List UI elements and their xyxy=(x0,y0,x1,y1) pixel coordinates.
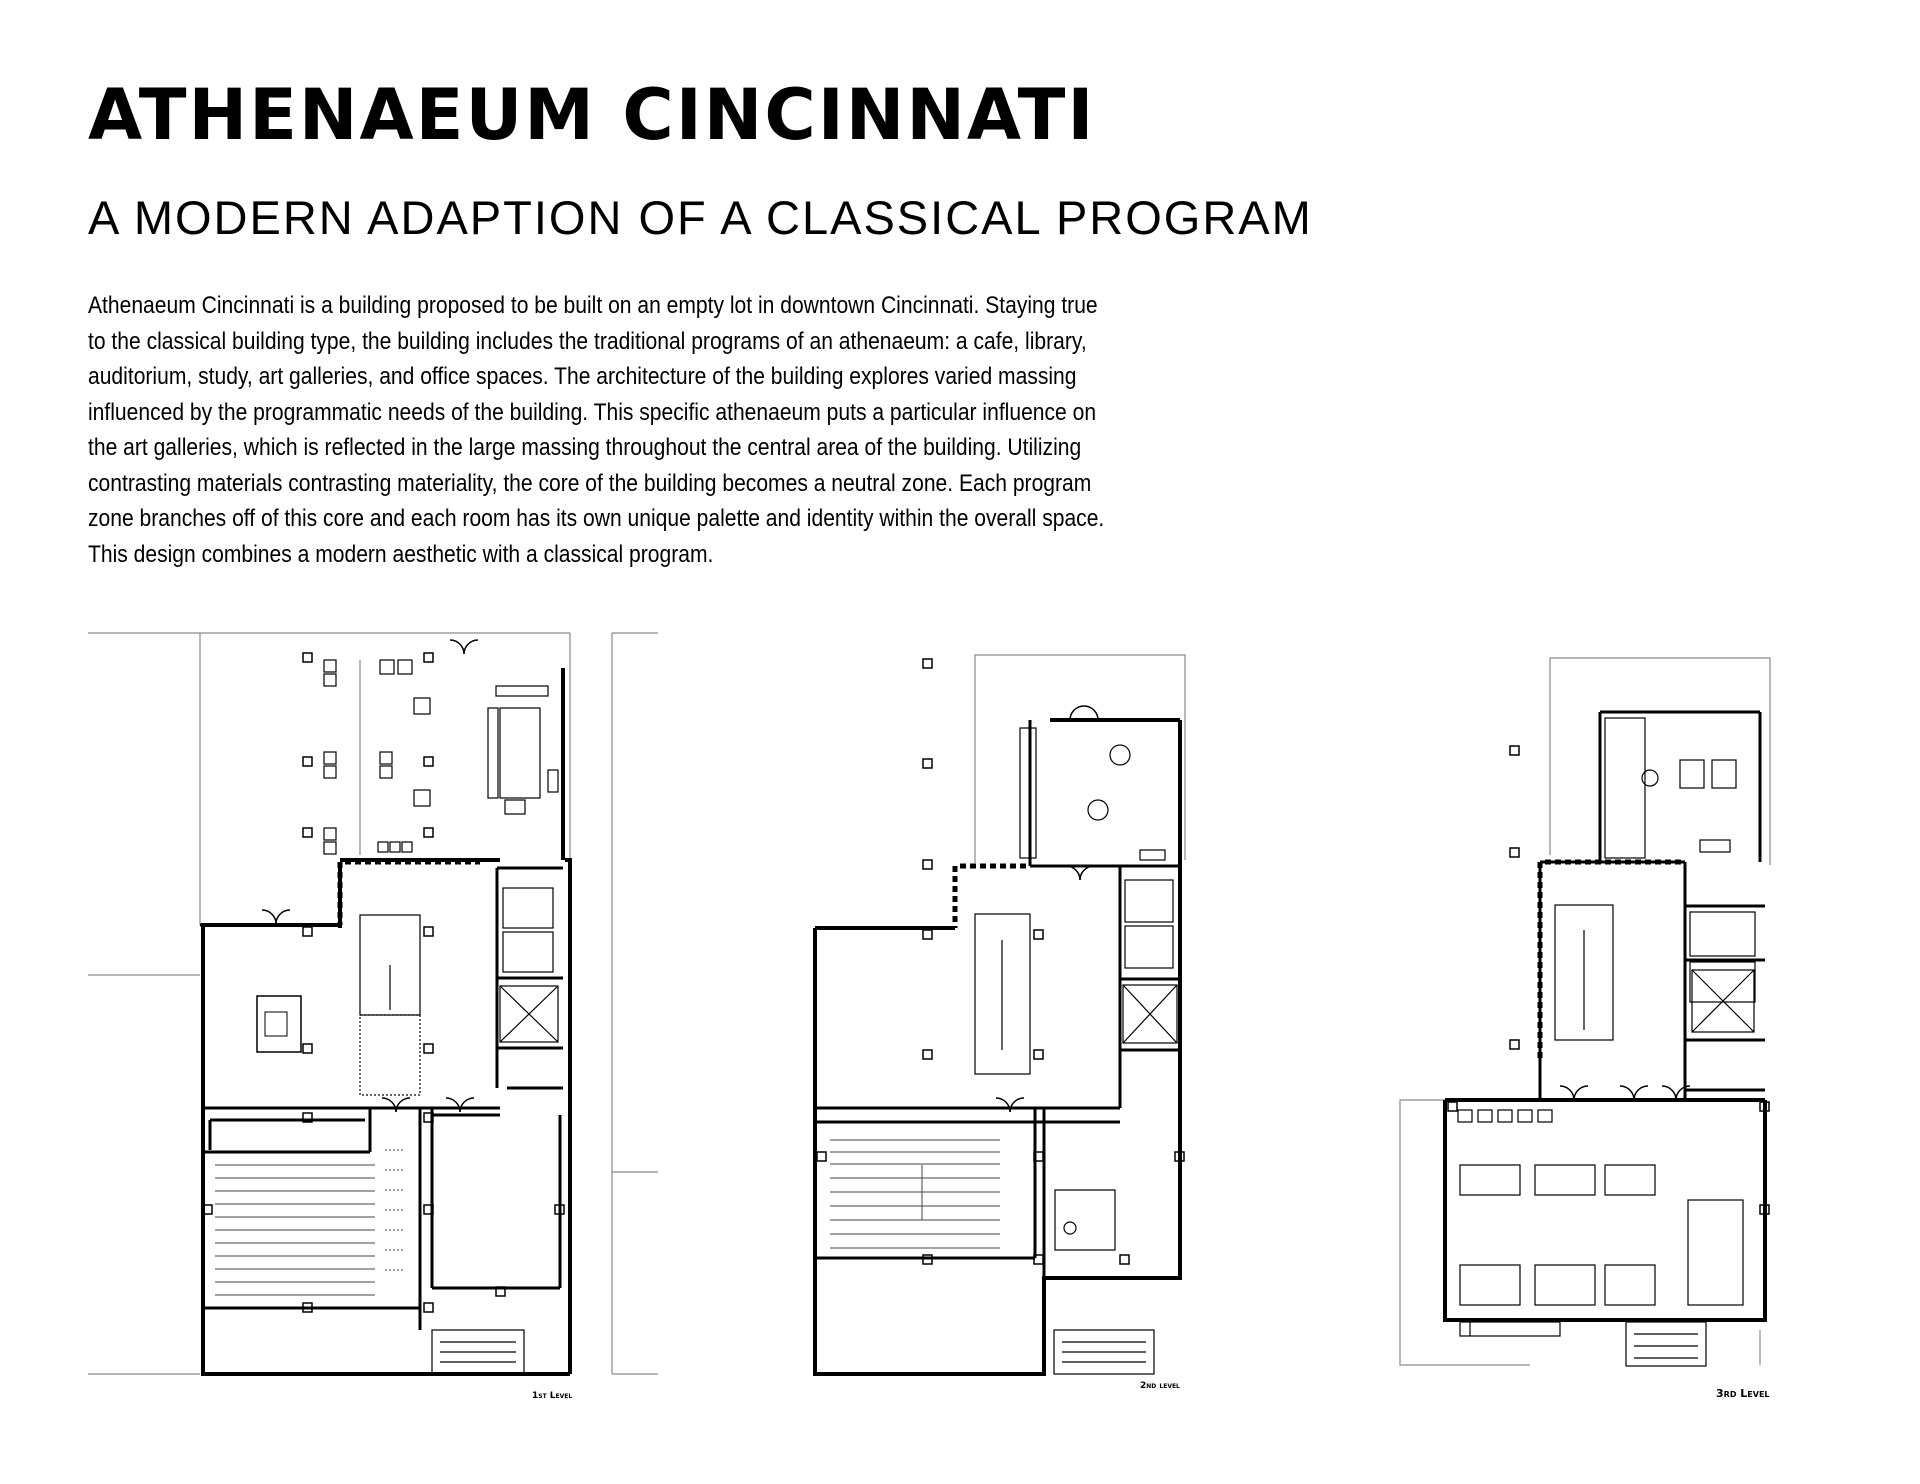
description-line: influenced by the programmatic needs of the building. This specific athenaeum puts a particular influence on xyxy=(88,398,1097,426)
level-2-floor-plan xyxy=(815,655,1185,1374)
description-line: zone branches off of this core and each room has its own unique palette and identity within the overall space. xyxy=(88,505,1105,532)
description-line: the art galleries, which is reflected in the large massing throughout the central area of the building. Utilizing xyxy=(88,434,1082,461)
description-line: contrasting materials contrasting materiality, the core of the building becomes a neutral zone. Each program xyxy=(88,469,1092,497)
description-line: to the classical building type, the building includes the traditional programs of an athenaeum: a cafe, library, xyxy=(88,327,1087,355)
page-subtitle: A MODERN ADAPTION OF A CLASSICAL PROGRAM xyxy=(88,191,1313,244)
description-line: Athenaeum Cincinnati is a building proposed to be built on an empty lot in downtown Cincinnati. Staying true xyxy=(88,292,1098,319)
page-title: ATHENAEUM CINCINNATI xyxy=(88,74,1096,156)
level-2-label: 2nd level xyxy=(1140,1381,1180,1391)
level-3-label: 3rd Level xyxy=(1716,1387,1770,1400)
description-line: auditorium, study, art galleries, and office spaces. The architecture of the building explores varied massing xyxy=(88,363,1077,390)
level-3-floor-plan xyxy=(1400,658,1770,1366)
level-1-floor-plan xyxy=(88,633,658,1374)
description-line: This design combines a modern aesthetic with a classical program. xyxy=(88,540,714,568)
level-1-label: 1st Level xyxy=(532,1391,573,1401)
